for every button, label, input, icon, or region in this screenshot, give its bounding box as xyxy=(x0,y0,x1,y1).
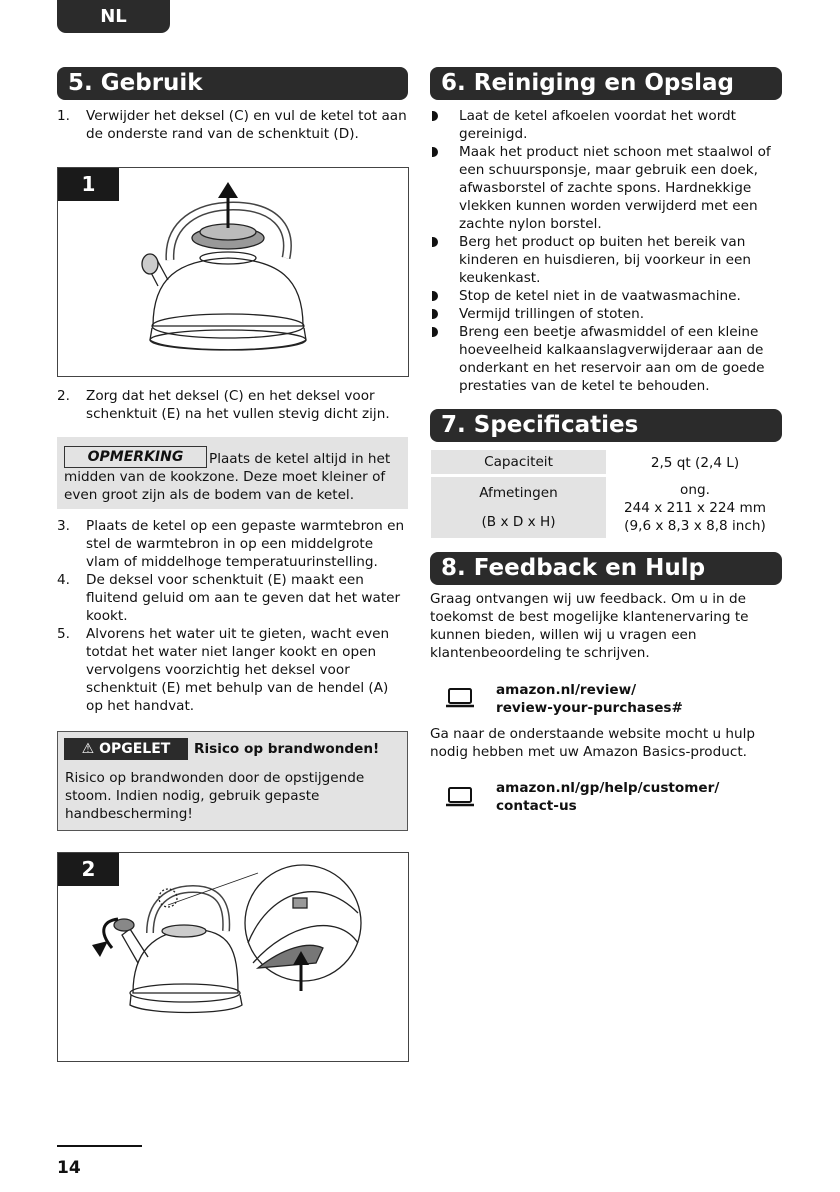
bullet-text: Stop de ketel niet in de vaatwasmachine. xyxy=(459,288,741,304)
warning-tag: ⚠ OPGELET xyxy=(64,738,188,760)
laptop-icon xyxy=(445,786,475,808)
kettle-spout-lid-illustration xyxy=(58,853,408,1061)
warning-triangle-icon: ⚠ xyxy=(81,741,95,757)
bullet-text: Vermijd trillingen of stoten. xyxy=(459,306,645,322)
figure-label: 1 xyxy=(58,168,119,201)
warning-title: Risico op brandwonden! xyxy=(194,741,380,757)
bullet-icon xyxy=(432,309,438,319)
section-title-specificaties: 7. Specificaties xyxy=(430,409,782,442)
step-text: Verwijder het deksel (C) en vul de ketel tot aan de onderste rand van de schenktuit (D). xyxy=(86,108,407,142)
step-number: 5. xyxy=(57,626,70,642)
step-2 xyxy=(57,387,407,423)
bullet-item xyxy=(430,107,782,143)
figure-1 xyxy=(57,167,409,377)
kettle-lid-removal-illustration xyxy=(58,168,408,376)
bullet-icon xyxy=(432,327,438,337)
step-number: 4. xyxy=(57,572,70,588)
step-4 xyxy=(57,571,407,625)
step-text: Zorg dat het deksel (C) en het deksel voor schenktuit (E) na het vullen stevig dicht zijn. xyxy=(86,388,390,422)
bullet-item xyxy=(430,323,782,395)
bullet-icon xyxy=(432,291,438,301)
spec-dims-label: Afmetingen (B x D x H) xyxy=(431,477,606,538)
step-text: De deksel voor schenktuit (E) maakt een fluitend geluid om aan te geven dat het water kookt. xyxy=(86,572,401,624)
section-title-feedback: 8. Feedback en Hulp xyxy=(430,552,782,585)
bullet-text: Berg het product op buiten het bereik van kinderen en huisdieren, bij voorkeur in een keukenkast. xyxy=(459,234,752,286)
language-tab: NL xyxy=(57,0,170,33)
bullet-item xyxy=(430,143,782,233)
figure-2 xyxy=(57,852,409,1062)
bullet-item xyxy=(430,287,782,305)
bullet-icon xyxy=(432,237,438,247)
bullet-text: Maak het product niet schoon met staalwol of een schuursponsje, maar gebruik een doek, afwasborstel of zachte spons. Hardnekkige vlekken kunnen worden verwijderd met een zachte nylon borstel. xyxy=(459,144,771,232)
help-text: Ga naar de onderstaande website mocht u hulp nodig hebben met uw Amazon Basics-product. xyxy=(430,726,756,760)
bullet-text: Breng een beetje afwasmiddel of een kleine hoeveelheid kalkaanslagverwijderaar aan de onderkant en het reservoir aan om de goede prestaties van de ketel te behouden. xyxy=(459,324,765,394)
step-3 xyxy=(57,517,407,571)
spec-dims-value: ong. 244 x 211 x 224 mm (9,6 x 8,3 x 8,8 inch) xyxy=(623,482,767,534)
spec-capacity-value: 2,5 qt (2,4 L) xyxy=(650,455,740,471)
step-number: 1. xyxy=(57,108,70,124)
note-text: Plaats de ketel altijd in het midden van de kookzone. Deze moet kleiner of even groot zijn als de bodem van de ketel. xyxy=(64,451,391,503)
step-number: 3. xyxy=(57,518,70,534)
warning-box xyxy=(57,731,408,831)
note-tag: OPMERKING xyxy=(64,446,207,468)
step-text: Alvorens het water uit te gieten, wacht even totdat het water niet langer kookt en open vervolgens voorzichtig het deksel voor schenktuit (E) met behulp van de hendel (A) op het handvat. xyxy=(86,626,390,714)
step-number: 2. xyxy=(57,388,70,404)
feedback-intro: Graag ontvangen wij uw feedback. Om u in de toekomst de best mogelijke klantenervaring te kunnen bieden, willen wij u vragen een klantenbeoordeling te schrijven. xyxy=(430,591,749,661)
bullet-text: Laat de ketel afkoelen voordat het wordt gereinigd. xyxy=(459,108,737,142)
review-link[interactable]: amazon.nl/review/ review-your-purchases# xyxy=(496,682,683,716)
page-number: 14 xyxy=(57,1158,81,1178)
step-5 xyxy=(57,625,407,715)
step-1 xyxy=(57,107,407,143)
section-title-reiniging: 6. Reiniging en Opslag xyxy=(430,67,782,100)
section-title-gebruik: 5. Gebruik xyxy=(57,67,408,100)
laptop-icon xyxy=(445,687,475,709)
bullet-icon xyxy=(432,147,438,157)
bullet-item xyxy=(430,305,782,323)
spec-capacity-label: Capaciteit xyxy=(431,450,606,474)
bullet-item xyxy=(430,233,782,287)
figure-label: 2 xyxy=(58,853,119,886)
warning-text: Risico op brandwonden door de opstijgende stoom. Indien nodig, gebruik gepaste handbescherming! xyxy=(65,770,365,822)
step-text: Plaats de ketel op een gepaste warmtebron en stel de warmtebron in op een middelgrote vlam of middelhoge temperatuurinstelling. xyxy=(86,518,405,570)
bullet-icon xyxy=(432,111,438,121)
note-box xyxy=(57,437,408,509)
footer-rule xyxy=(57,1145,142,1147)
help-link[interactable]: amazon.nl/gp/help/customer/ contact-us xyxy=(496,780,720,814)
